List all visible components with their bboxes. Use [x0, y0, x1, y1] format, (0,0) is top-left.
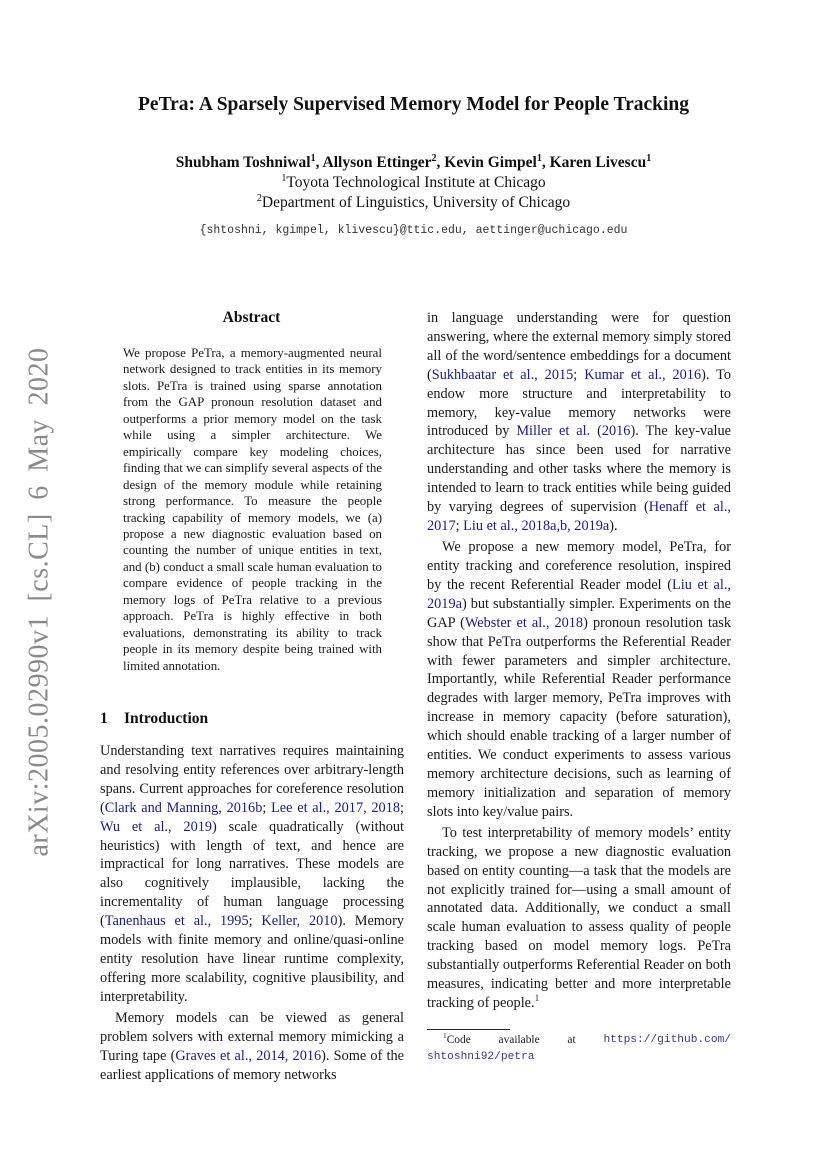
- text: Memory models can be viewed as general problem solvers with external memory mimicking a Turing tape (: [100, 1009, 404, 1064]
- text: Understanding text narratives requires maintaining and resolving entity references over arbitrary-length spans. Current approaches for coreference resolution (: [100, 743, 404, 816]
- affiliation-mark: 2: [431, 152, 437, 164]
- abstract-heading: Abstract: [222, 309, 281, 326]
- text: ;: [400, 799, 404, 816]
- text: ). Some of the earliest applications of memory networks: [100, 1047, 404, 1083]
- author: Karen Livescu: [549, 154, 647, 171]
- text: (: [590, 423, 602, 440]
- text: Code: [446, 1034, 471, 1046]
- author: Shubham Toshniwal: [175, 154, 311, 171]
- affiliation-mark: 2: [256, 192, 262, 204]
- author: Allyson Ettinger: [322, 154, 432, 171]
- citation-link[interactable]: Kumar et al., 2016: [584, 366, 702, 383]
- paper-title: PeTra: A Sparsely Supervised Memory Model for People Tracking: [138, 94, 689, 115]
- citation-link[interactable]: Liu et al., 2018a,b, 2019a: [463, 517, 610, 534]
- text: ). The key-value architecture has since been used for narrative understanding and other tasks where the memory is intended to learn to track entities while being guided by varying degrees of supervision (: [427, 423, 731, 516]
- left-column-body: [100, 742, 404, 1085]
- arxiv-identifier-stamp: [20, 347, 60, 857]
- text: ). Memory models with finite memory and online/quasi-online entity resolution have linear runtime complexity, offering more scalability, cognitive plausibility, and interpretability.: [100, 913, 404, 1005]
- citation-link[interactable]: Wu et al., 2019: [100, 818, 213, 835]
- author-list: [0, 154, 827, 172]
- separator: ,: [315, 154, 323, 171]
- citation-link[interactable]: Graves et al., 2014, 2016: [175, 1047, 322, 1064]
- citation-link[interactable]: Miller et al.: [516, 423, 591, 440]
- paragraph-1: [100, 742, 404, 1007]
- text: ) but substantially simpler. Experiments on the GAP (: [427, 595, 731, 631]
- text: ;: [455, 517, 464, 534]
- affiliation-mark: 1: [281, 172, 287, 184]
- paragraph-2-continued: [427, 309, 731, 536]
- section-number: 1: [100, 710, 108, 727]
- affiliation-name: Department of Linguistics, University of Chicago: [261, 194, 571, 211]
- text: ;: [248, 913, 262, 930]
- affiliation-mark: 1: [536, 152, 542, 164]
- author-emails: {shtoshni, kgimpel, klivescu}@ttic.edu, aettinger@uchicago.edu: [199, 224, 628, 237]
- text: at: [567, 1034, 576, 1046]
- separator: ,: [541, 154, 550, 171]
- text: ;: [573, 366, 585, 383]
- text: To test interpretability of memory models’ entity tracking, we propose a new diagnostic evaluation based on entity counting—a task that the models are not explicitly trained for—using a small amount of annotated data. Additionally, we conduct a small scale human evaluation to assess quality of people tracking based on model memory logs. PeTra substantially outperforms Referential Reader on both measures, indicating better and more interpretable tracking of people.: [427, 824, 731, 1011]
- citation-link[interactable]: Lee et al., 2017, 2018: [271, 799, 401, 816]
- citation-link[interactable]: Liu et al., 2019a: [427, 576, 731, 612]
- text: in language understanding were for question answering, where the external memory simply stored all of the word/sentence embeddings for a document (: [427, 310, 731, 383]
- citation-link[interactable]: Keller, 2010: [261, 913, 338, 930]
- abstract-text: We propose PeTra, a memory-augmented neural network designed to track entities in its memory slots. PeTra is trained using sparse annotation from the GAP pronoun resolution dataset and outperforms a prior memory model on the task while using a simpler architecture. We empirically compare key modeling choices, finding that we can simplify several aspects of the design of the memory module while retaining strong performance. To measure the people tracking capability of memory models, we (a) propose a new diagnostic evaluation based on counting the number of unique entities in text, and (b) conduct a small scale human evaluation to compare evidence of people tracking in the memory logs of PeTra relative to a previous approach. PeTra is highly effective in both evaluations, demonstrating its ability to track people in its memory despite being trained with limited annotation.: [123, 346, 382, 673]
- affiliation-1: [0, 174, 827, 192]
- right-column-body: [427, 309, 731, 1013]
- citation-link[interactable]: Henaff et al., 2017: [427, 499, 731, 534]
- text: ).: [609, 517, 618, 534]
- citation-link[interactable]: Clark and Manning, 2016b: [104, 799, 263, 816]
- separator: ,: [436, 154, 445, 171]
- paragraph-3: [427, 538, 731, 822]
- footnote-mark-link[interactable]: 1: [534, 994, 540, 1005]
- section-heading-introduction: [100, 710, 208, 728]
- section-title: Introduction: [124, 710, 209, 727]
- text: ;: [262, 799, 272, 816]
- footnote-1: [427, 1033, 731, 1065]
- author: Kevin Gimpel: [444, 154, 537, 171]
- footnote-line: [427, 1033, 731, 1049]
- text: available: [498, 1034, 540, 1046]
- text: We propose a new memory model, PeTra, for entity tracking and coreference resolution, inspired by the recent Referential Reader model (: [427, 539, 731, 593]
- citation-link[interactable]: Tanenhaus et al., 1995: [104, 913, 249, 930]
- text: ) pronoun resolution task show that PeTra outperforms the Referential Reader with fewer parameters and simpler architecture. Importantly, while Referential Reader performance degrades with larger memory, PeTra improves with increase in memory capacity (before saturation), which should enable tracking of a larger number of entities. We conduct experiments to assess various memory architecture decisions, such as learning of memory initialization and separation of memory slots into key/value pairs.: [427, 614, 731, 820]
- footnote-divider: [427, 1029, 510, 1030]
- affiliation-2: [0, 194, 827, 212]
- footnote-text: [443, 1033, 471, 1049]
- paragraph-4: [427, 824, 731, 1013]
- citation-link[interactable]: Webster et al., 2018: [464, 614, 584, 631]
- citation-link[interactable]: 2016: [601, 423, 631, 440]
- text: ) scale quadratically (without heuristics) with length of text, and hence are impractical for long narratives. These models are also cognitively implausible, lacking the incrementality of human language processing (: [100, 818, 404, 930]
- arxiv-stamp-text: arXiv:2005.02990v1 [cs.CL] 6 May 2020: [24, 347, 56, 857]
- affiliation-mark: 1: [646, 152, 652, 164]
- paragraph-2: [100, 1009, 404, 1085]
- affiliation-mark: 1: [310, 152, 316, 164]
- footnote-mark: 1: [443, 1031, 447, 1041]
- text: ). To endow more structure and interpretability to memory, key-value memory networks were introduced by: [427, 366, 731, 440]
- citation-link[interactable]: Sukhbaatar et al., 2015: [431, 366, 574, 383]
- affiliation-name: Toyota Technological Institute at Chicago: [286, 174, 546, 191]
- code-url-link[interactable]: https://github.com/: [603, 1034, 731, 1046]
- code-url-link-continued[interactable]: shtoshni92/petra: [427, 1050, 535, 1063]
